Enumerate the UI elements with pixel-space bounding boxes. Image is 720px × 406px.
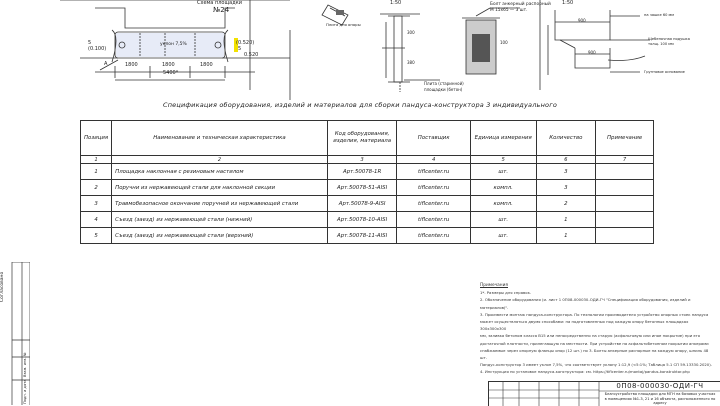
cell-supplier: tiflcenter.ru bbox=[397, 196, 470, 212]
notes-block bbox=[480, 282, 714, 376]
index-cell: 6 bbox=[536, 156, 596, 164]
cell-pos: 4 bbox=[81, 212, 112, 228]
right-scale: 1:50 bbox=[562, 0, 574, 6]
notes-heading: Примечания bbox=[480, 283, 508, 288]
slope-label: уклон 7,5% bbox=[160, 42, 187, 47]
cell-supplier: tiflcenter.ru bbox=[397, 212, 470, 228]
col-header-code: Код оборудования, изделия, материала bbox=[327, 121, 397, 156]
col-header-qty: Количество bbox=[536, 121, 596, 156]
note-line: Пандус-конструктор 3 имеет уклон 7,5%, что соответствует уклону 1:12,9 (<5:1%; Таблица 5.1 СП 59.13330.2020). bbox=[480, 362, 712, 368]
cell-supplier: tiflcenter.ru bbox=[397, 180, 470, 196]
cell-note bbox=[596, 180, 654, 196]
drawing-area bbox=[0, 0, 720, 100]
right-note2: Щебеночная подушка bbox=[648, 37, 690, 41]
cell-code: Арт.50078-9-AISI bbox=[327, 196, 397, 212]
cell-pos: 1 bbox=[81, 164, 112, 180]
cell-name: Травмобезопасное окончание поручней из нержавеющей стали bbox=[112, 196, 328, 212]
col-header-supplier: Поставщик bbox=[397, 121, 470, 156]
cell-qty: 1 bbox=[536, 212, 596, 228]
cell-code: Арт.50078-1R bbox=[327, 164, 397, 180]
cell-name: Съезд (заезд) из нержавеющей стали (верхний) bbox=[112, 228, 328, 244]
index-cell: 3 bbox=[327, 156, 397, 164]
dim-label-d: 5 bbox=[238, 46, 242, 52]
cell-code: Арт.50078-10-AISI bbox=[327, 212, 397, 228]
cell-qty: 3 bbox=[536, 164, 596, 180]
dim-label-c: А bbox=[104, 61, 108, 67]
cell-pos: 2 bbox=[81, 180, 112, 196]
table-row bbox=[81, 180, 654, 196]
note-line: 2. Обозначение оборудования (и. лист 1 0П08-000030-ОДИ-ГЧ "Спецификация оборудования, изделий и bbox=[480, 297, 691, 303]
document-code: 0П08-000030-ОДИ-ГЧ bbox=[616, 382, 704, 390]
note-line: мм, заливка бетоном класса В15 или непосредственно на старую (асфальтовую или иное покрытие) при его bbox=[480, 333, 701, 339]
stamp-line2: в помещениях №1-3, 21 и 16 объекта, расположенного по адресу bbox=[604, 396, 716, 406]
cell-pos: 3 bbox=[81, 196, 112, 212]
cell-qty: 1 bbox=[536, 228, 596, 244]
cell-name: Площадка наклонная с резиновым настилом bbox=[112, 164, 328, 180]
cell-code: Арт.50078-51-AISI bbox=[327, 180, 397, 196]
elevation-right: (0.520) bbox=[236, 40, 255, 46]
table-row bbox=[81, 196, 654, 212]
dim-900-top: 900 bbox=[578, 18, 586, 23]
note-line: 1*. Размеры для справок. bbox=[480, 290, 532, 296]
cell-qty: 3 bbox=[536, 180, 596, 196]
spec-index-row bbox=[81, 156, 654, 164]
foundation-detail bbox=[540, 0, 650, 90]
col-header-note: Примечание bbox=[596, 121, 654, 156]
cell-note bbox=[596, 228, 654, 244]
side-label-sign: Подп. и дата bbox=[23, 379, 27, 404]
table-row bbox=[81, 228, 654, 244]
index-cell: 2 bbox=[112, 156, 328, 164]
col-header-name: Наименование и техническая характеристика bbox=[112, 121, 328, 156]
section-scale: 1:50 bbox=[390, 0, 402, 6]
dim-300: 300 bbox=[407, 30, 415, 35]
dim-1800-a: 1800 bbox=[125, 62, 138, 68]
table-row bbox=[81, 212, 654, 228]
plate-label: Плита для опоры bbox=[326, 22, 361, 27]
right-note4: Грунтовое основание bbox=[644, 70, 685, 74]
cell-supplier: tiflcenter.ru bbox=[397, 228, 470, 244]
cell-pos: 5 bbox=[81, 228, 112, 244]
cell-name: Поручни из нержавеющей стали для наклонной секции bbox=[112, 180, 328, 196]
anchor-text2: М 15х65 — 3 шт. bbox=[490, 8, 528, 13]
dim-100: 100 bbox=[500, 40, 508, 45]
side-label-agreed: Согласовано bbox=[0, 271, 5, 302]
dim-380: 380 bbox=[407, 60, 415, 65]
index-cell: 4 bbox=[397, 156, 470, 164]
right-note3: толщ. 100 мм bbox=[648, 42, 674, 46]
note-line: 3. Произвести монтаж пандуса-конструктора. По технологии производителя устройство опорных стоек пандуса bbox=[480, 311, 709, 317]
right-note1: на чашке 60 мм bbox=[644, 13, 674, 17]
note-line: 4. Инструкция по установке пандуса-конструктора: см. https://tiflcenter.ru/montaj/pandus-konstruktor.php bbox=[480, 369, 690, 375]
dim-label-b: (0.100) bbox=[88, 46, 107, 52]
index-cell: 7 bbox=[596, 156, 654, 164]
stamp-subtitle bbox=[599, 392, 720, 406]
side-frame bbox=[0, 262, 30, 405]
col-header-unit: Единица измерения bbox=[470, 121, 536, 156]
note-line: материалов)". bbox=[480, 304, 509, 310]
stamp-line1: Благоустройство площадки для МГН на базовых участках bbox=[604, 392, 716, 396]
side-label-inv: Взам. инв. № bbox=[23, 352, 27, 377]
cell-unit: шт. bbox=[470, 164, 536, 180]
note-line: может осуществляться двумя способами: на подготовленных под каждую опору бетонных площадках 300х300х300 bbox=[480, 319, 689, 332]
note-line: снабжаемые через опорную фланцы опор (12 шт.) по 3. Болты анкерные распорные на каждую опору, шпиль 48 шт. bbox=[480, 347, 709, 361]
cell-note bbox=[596, 164, 654, 180]
note-line: достаточной плотности, прилегающую на местности. При устройстве на асфальтобетонном покрытии анкерами bbox=[480, 340, 709, 346]
dim-900-bottom: 900 bbox=[588, 50, 596, 55]
dim-1800-b: 1800 bbox=[162, 62, 175, 68]
cell-note bbox=[596, 196, 654, 212]
index-cell: 5 bbox=[470, 156, 536, 164]
cell-code: Арт.50078-11-AISI bbox=[327, 228, 397, 244]
cell-note bbox=[596, 212, 654, 228]
cell-supplier: tiflcenter.ru bbox=[397, 164, 470, 180]
dim-total: 5400* bbox=[163, 70, 179, 76]
cell-name: Съезд (заезд) из нержавеющей стали (нижний) bbox=[112, 212, 328, 228]
cell-qty: 2 bbox=[536, 196, 596, 212]
dim-label-a: 5 bbox=[88, 40, 92, 46]
table-row bbox=[81, 164, 654, 180]
anchor-detail bbox=[462, 8, 520, 74]
platform-title-top: Схема площадки bbox=[197, 0, 242, 6]
col-header-pos: Позиция bbox=[81, 121, 112, 156]
cell-unit: шт. bbox=[470, 228, 536, 244]
cell-unit: компл. bbox=[470, 180, 536, 196]
section-text2: площадки (бетон) bbox=[424, 87, 463, 92]
index-cell: 1 bbox=[81, 156, 112, 164]
title-stamp bbox=[488, 381, 720, 406]
platform-title: №24 bbox=[213, 6, 230, 14]
elevation-right2: 0.520 bbox=[244, 52, 259, 58]
cell-unit: шт. bbox=[470, 212, 536, 228]
anchor-text: Болт анкерный распорный bbox=[490, 2, 551, 7]
spec-header-row bbox=[81, 121, 654, 156]
cell-unit: компл. bbox=[470, 196, 536, 212]
spec-table bbox=[80, 120, 654, 244]
spec-title: Спецификация оборудования, изделий и материалов для сборки пандуса-конструктора 3 индивидуального bbox=[162, 101, 558, 109]
dim-1800-c: 1800 bbox=[200, 62, 213, 68]
section-text1: Плита (старинной) bbox=[424, 81, 464, 86]
